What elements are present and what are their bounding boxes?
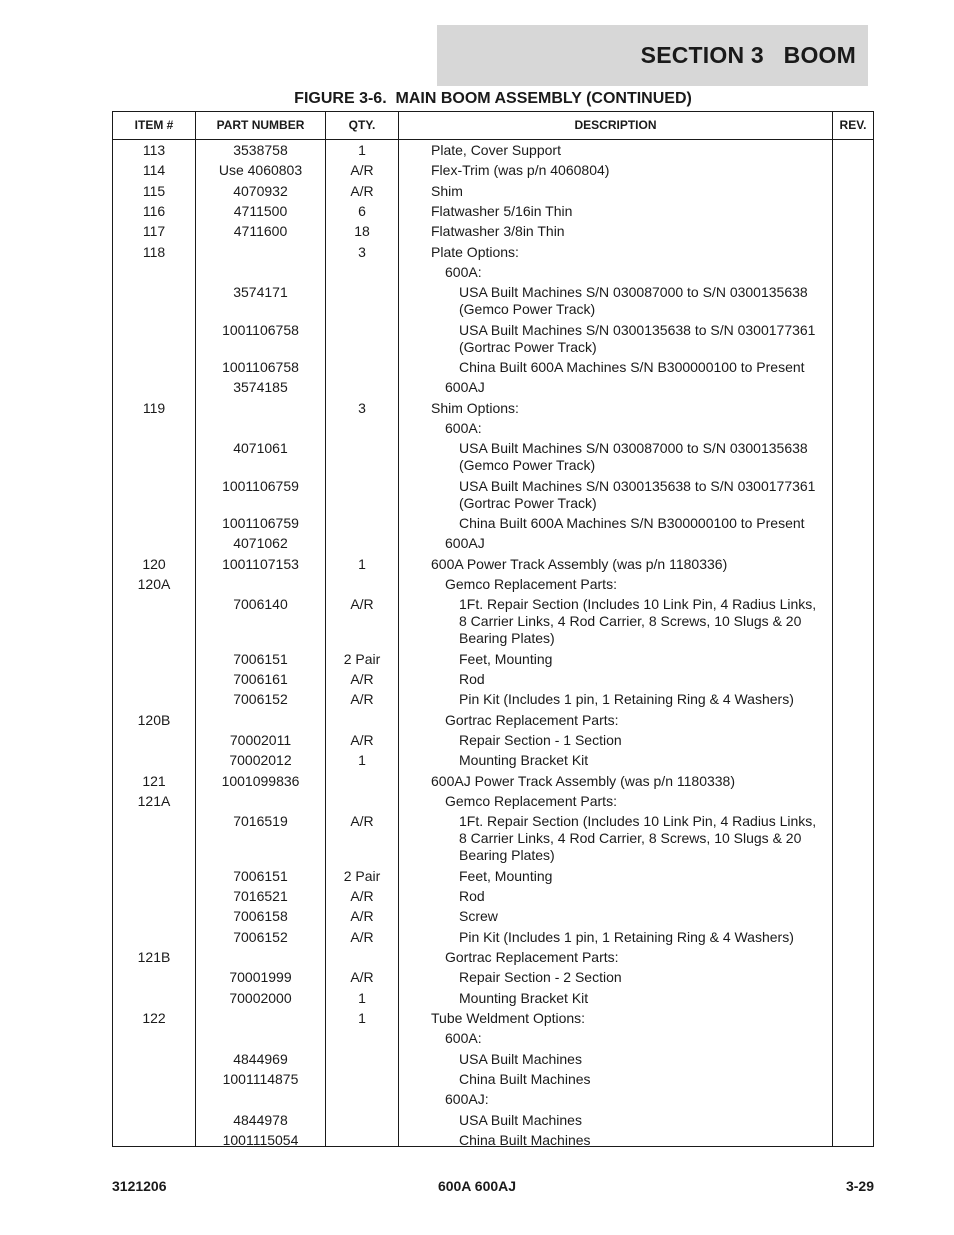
quantity: 2 Pair: [343, 650, 381, 667]
quantity: 1: [358, 752, 366, 769]
item-number: 121A: [137, 792, 171, 809]
description-line: Mounting Bracket Kit: [459, 989, 589, 1006]
description-line: 600A:: [445, 263, 482, 280]
description: [431, 773, 831, 790]
description-line: (Gemco Power Track): [459, 457, 596, 474]
description: [431, 400, 831, 417]
description-line: Flatwasher 5/16in Thin: [431, 202, 573, 219]
description-line: Pin Kit (Includes 1 pin, 1 Retaining Ring & 4 Washers): [459, 691, 794, 708]
item-number: 121B: [137, 948, 171, 965]
part-number: 7006158: [233, 908, 288, 925]
description: [459, 732, 829, 749]
description-line: China Built Machines: [459, 1070, 591, 1087]
part-number: 1001114875: [222, 1070, 299, 1087]
description: [431, 203, 831, 220]
description-line: Rod: [459, 887, 485, 904]
part-number: 1001107153: [222, 555, 299, 572]
item-number: 121: [142, 772, 166, 789]
description: [459, 813, 829, 864]
quantity: A/R: [350, 969, 374, 986]
quantity: 3: [358, 243, 366, 260]
description-line: Pin Kit (Includes 1 pin, 1 Retaining Ring & 4 Washers): [459, 928, 794, 945]
part-number: 4711500: [233, 202, 288, 219]
description: [459, 671, 829, 688]
description-line: 600AJ Power Track Assembly (was p/n 1180338): [431, 772, 736, 789]
quantity: 1: [358, 1009, 366, 1026]
description-line: Repair Section - 2 Section: [459, 969, 622, 986]
description: [445, 379, 833, 396]
description-line: Gortrac Replacement Parts:: [445, 948, 619, 965]
description-line: USA Built Machines S/N 0300135638 to S/N 0300177361: [459, 477, 816, 494]
item-number: 119: [142, 399, 166, 416]
description-line: Flex-Trim (was p/n 4060804): [431, 162, 610, 179]
description-line: Gemco Replacement Parts:: [445, 792, 617, 809]
quantity: A/R: [350, 928, 374, 945]
description: [445, 949, 833, 966]
part-number: 4071062: [233, 535, 288, 552]
description: [431, 244, 831, 261]
description: [431, 183, 831, 200]
description-line: 600AJ: [445, 379, 485, 396]
description: [459, 478, 829, 512]
description-line: Feet, Mounting: [459, 867, 553, 884]
section-title: SECTION 3 BOOM: [640, 42, 856, 68]
description: [459, 596, 829, 647]
description-line: Repair Section - 1 Section: [459, 731, 622, 748]
description-line: China Built 600A Machines S/N B300000100 to Present: [459, 358, 805, 375]
item-number: 120A: [137, 575, 171, 592]
part-number: 1001099836: [221, 772, 300, 789]
description: [431, 142, 831, 159]
item-number: 122: [142, 1009, 166, 1026]
description-line: Feet, Mounting: [459, 650, 553, 667]
description-line: Plate Options:: [431, 243, 519, 260]
description-line: Flatwasher 3/8in Thin: [431, 223, 565, 240]
description: [459, 929, 829, 946]
description: [459, 359, 829, 376]
description-line: 600A:: [445, 419, 482, 436]
description-line: 600AJ:: [445, 1091, 489, 1108]
description-line: Screw: [459, 908, 498, 925]
description-line: (Gemco Power Track): [459, 301, 596, 318]
description: [459, 440, 829, 474]
description: [445, 420, 833, 437]
footer-models: 600A 600AJ: [437, 1178, 517, 1194]
footer-page-number: 3-29: [845, 1178, 874, 1194]
description: [459, 969, 829, 986]
description-line: Plate, Cover Support: [431, 142, 561, 158]
part-number: 7006151: [233, 867, 288, 884]
table-header: [113, 112, 873, 140]
description: [445, 576, 833, 593]
part-number: 3574171: [233, 284, 288, 301]
description: [431, 556, 831, 573]
description: [459, 651, 829, 668]
description: [459, 1051, 829, 1068]
description-line: Rod: [459, 670, 485, 687]
description: [459, 888, 829, 905]
part-number: 7006140: [233, 596, 288, 613]
description: [459, 322, 829, 356]
description-line: USA Built Machines S/N 0300135638 to S/N 0300177361: [459, 321, 816, 338]
part-number: 4711600: [233, 223, 288, 240]
quantity: A/R: [350, 670, 374, 687]
footer-doc-number: 3121206: [112, 1178, 167, 1194]
description-line: 600AJ: [445, 535, 485, 552]
quantity: 1: [358, 555, 366, 572]
description: [459, 691, 829, 708]
description-line: 600A Power Track Assembly (was p/n 1180336): [431, 555, 728, 572]
quantity: A/R: [350, 908, 374, 925]
description: [445, 712, 833, 729]
description-line: Gortrac Replacement Parts:: [445, 711, 619, 728]
item-number: 120: [142, 555, 166, 572]
quantity: 3: [358, 399, 366, 416]
description-line: USA Built Machines: [459, 1111, 582, 1128]
description: [445, 793, 833, 810]
description: [459, 1071, 829, 1088]
quantity: A/R: [350, 596, 374, 613]
part-number: 3574185: [233, 379, 288, 396]
column-divider: [398, 112, 399, 1146]
description-line: USA Built Machines S/N 030087000 to S/N 0300135638: [459, 284, 808, 301]
description: [445, 535, 833, 552]
description: [459, 908, 829, 925]
description-line: (Gortrac Power Track): [459, 494, 597, 511]
part-number: 4844978: [233, 1111, 288, 1128]
description: [431, 223, 831, 240]
description-line: 8 Carrier Links, 4 Rod Carrier, 8 Screws, 10 Slugs & 20: [459, 830, 802, 847]
description: [445, 1091, 833, 1108]
part-number: 70002012: [229, 752, 292, 769]
quantity: A/R: [350, 813, 374, 830]
part-number: 7006151: [233, 650, 288, 667]
quantity: A/R: [350, 731, 374, 748]
description: [431, 1010, 831, 1027]
description: [459, 868, 829, 885]
item-number: 117: [142, 223, 166, 240]
quantity: A/R: [350, 887, 374, 904]
description-line: 1Ft. Repair Section (Includes 10 Link Pin, 4 Radius Links,: [459, 813, 817, 830]
quantity: A/R: [350, 691, 374, 708]
description-line: 8 Carrier Links, 4 Rod Carrier, 8 Screws, 10 Slugs & 20: [459, 613, 802, 630]
item-number: 120B: [137, 711, 171, 728]
description-line: (Gortrac Power Track): [459, 338, 597, 355]
item-number: 118: [142, 243, 166, 260]
description-line: Bearing Plates): [459, 847, 555, 864]
item-number: 116: [142, 202, 166, 219]
description: [459, 515, 829, 532]
description: [459, 1112, 829, 1129]
part-number: 1001106758: [222, 358, 299, 375]
quantity: 1: [358, 989, 366, 1006]
description: [445, 1030, 833, 1047]
item-number: 113: [142, 142, 166, 158]
description: [459, 284, 829, 318]
parts-table: [112, 111, 874, 1147]
quantity: 1: [358, 142, 366, 158]
part-number: 3538758: [233, 142, 288, 158]
description-line: 600A:: [445, 1030, 482, 1047]
description-line: Shim: [431, 182, 463, 199]
description-line: USA Built Machines: [459, 1050, 582, 1067]
part-number: 7006152: [233, 691, 288, 708]
part-number: 1001106759: [222, 477, 299, 494]
description-line: 1Ft. Repair Section (Includes 10 Link Pin, 4 Radius Links,: [459, 596, 817, 613]
part-number: 1001115054: [222, 1131, 299, 1148]
figure-title: FIGURE 3-6. MAIN BOOM ASSEMBLY (CONTINUED): [294, 90, 692, 107]
part-number: 4071061: [233, 440, 288, 457]
part-number: 7016519: [233, 813, 288, 830]
part-number: 1001106758: [222, 321, 299, 338]
description-line: China Built Machines: [459, 1131, 591, 1148]
quantity: A/R: [350, 182, 374, 199]
part-number: 4070932: [233, 182, 288, 199]
quantity: 6: [358, 202, 366, 219]
description-line: Shim Options:: [431, 399, 519, 416]
part-number: 70001999: [229, 969, 292, 986]
part-number: 7016521: [233, 887, 288, 904]
description-line: USA Built Machines S/N 030087000 to S/N 0300135638: [459, 440, 808, 457]
description-line: China Built 600A Machines S/N B300000100 to Present: [459, 514, 805, 531]
header-part-number: PART NUMBER: [216, 118, 305, 132]
item-number: 114: [142, 162, 166, 179]
section-header-tab: [437, 25, 868, 86]
description: [459, 1132, 829, 1149]
quantity: A/R: [350, 162, 374, 179]
description-line: Tube Weldment Options:: [431, 1009, 586, 1026]
part-number: 7006161: [233, 670, 288, 687]
description: [459, 752, 829, 769]
item-number: 115: [142, 182, 166, 199]
description: [445, 264, 833, 281]
description: [459, 990, 829, 1007]
description-line: Gemco Replacement Parts:: [445, 575, 617, 592]
description-line: Mounting Bracket Kit: [459, 752, 589, 769]
part-number: Use 4060803: [218, 162, 303, 179]
part-number: 1001106759: [222, 514, 299, 531]
part-number: 70002011: [229, 731, 292, 748]
quantity: 2 Pair: [343, 867, 381, 884]
header-item: ITEM #: [134, 118, 174, 132]
header-qty: QTY.: [348, 118, 376, 132]
header-description: DESCRIPTION: [574, 118, 657, 132]
header-rev: REV.: [839, 118, 867, 132]
part-number: 4844969: [233, 1050, 288, 1067]
part-number: 7006152: [233, 928, 288, 945]
description-line: Bearing Plates): [459, 630, 555, 647]
quantity: 18: [354, 223, 370, 240]
description: [431, 162, 831, 179]
part-number: 70002000: [229, 989, 292, 1006]
